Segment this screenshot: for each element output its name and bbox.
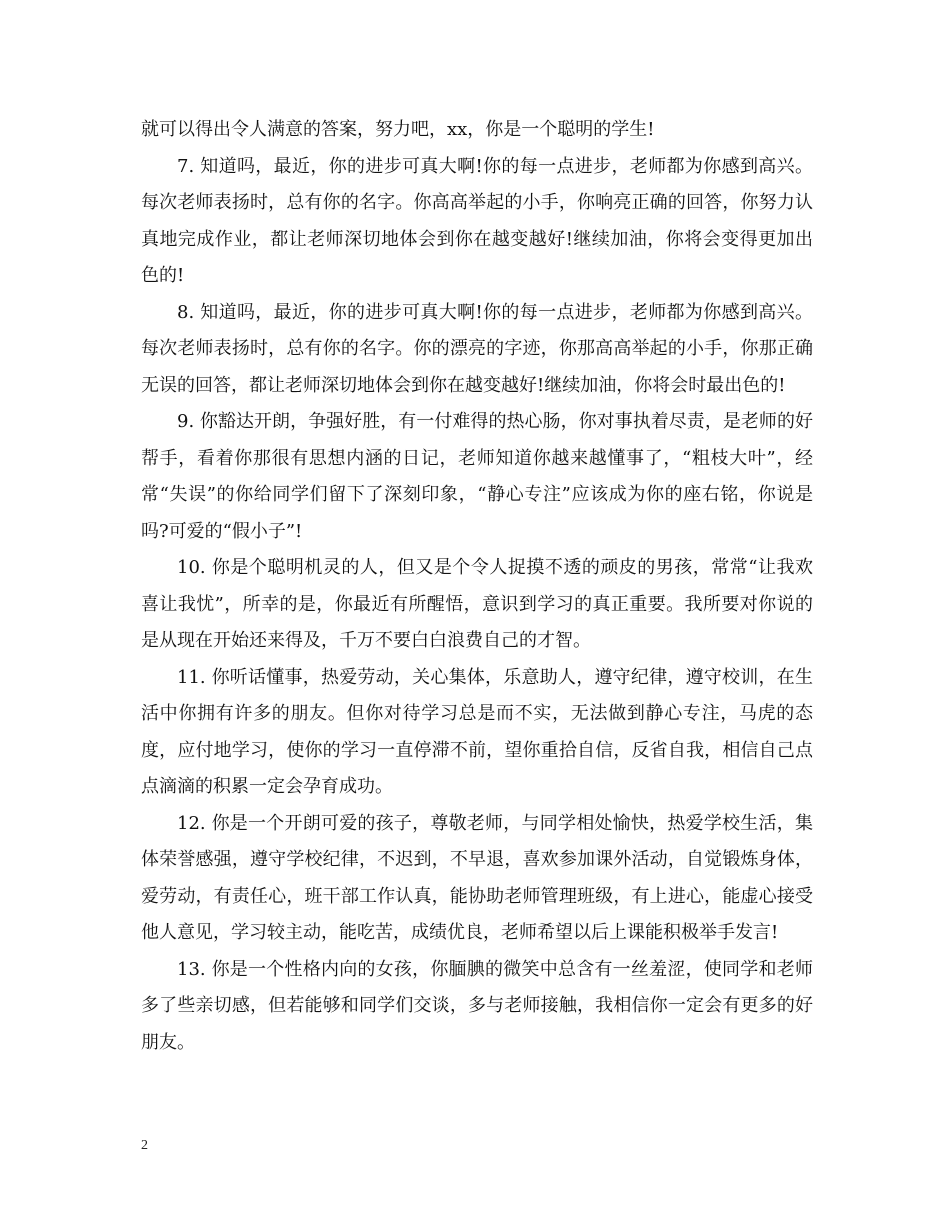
comment-11: 11. 你听话懂事，热爱劳动，关心集体，乐意助人，遵守纪律，遵守校训，在生活中你拥有许多的朋友。但你对待学习总是而不实，无法做到静心专注，马虎的态度，应付地学习，使你的学习一直停滞不前，望你重拾自信，反省自我，相信自己点点滴滴的积累一定会孕育成功。 <box>141 666 813 797</box>
comment-9: 9. 你豁达开朗，争强好胜，有一付难得的热心肠，你对事执着尽责，是老师的好帮手，看着你那很有思想内涵的日记，老师知道你越来越懂事了，“粗枝大叶”，经常“失误”的你给同学们留下了深刻印象，“静心专注”应该成为你的座右铭，你说是吗?可爱的“假小子”! <box>141 411 813 542</box>
comment-10: 10. 你是个聪明机灵的人，但又是个令人捉摸不透的顽皮的男孩，常常“让我欢喜让我忧”，所幸的是，你最近有所醒悟，意识到学习的真正重要。我所要对你说的是从现在开始还来得及，千万不要白白浪费自己的才智。 <box>141 557 813 651</box>
comment-7: 7. 知道吗，最近，你的进步可真大啊!你的每一点进步，老师都为你感到高兴。每次老师表扬时，总有你的名字。你高高举起的小手，你响亮正确的回答，你努力认真地完成作业，都让老师深切地体会到你在越变越好!继续加油，你将会变得更加出色的! <box>141 155 813 286</box>
body-text <box>141 112 813 1061</box>
comment-8: 8. 知道吗，最近，你的进步可真大啊!你的每一点进步，老师都为你感到高兴。每次老师表扬时，总有你的名字。你的漂亮的字迹，你那高高举起的小手，你那正确无误的回答，都让老师深切地体会到你在越变越好!继续加油，你将会时最出色的! <box>141 301 813 396</box>
comment-12: 12. 你是一个开朗可爱的孩子，尊敬老师，与同学相处愉快，热爱学校生活，集体荣誉感强，遵守学校纪律，不迟到，不早退，喜欢参加课外活动，自觉锻炼身体，爱劳动，有责任心，班干部工作认真，能协助老师管理班级，有上进心，能虚心接受他人意见，学习较主动，能吃苦，成绩优良，老师希望以后上课能积极举手发言! <box>141 812 813 943</box>
comment-13: 13. 你是一个性格内向的女孩，你腼腆的微笑中总含有一丝羞涩，使同学和老师多了些亲切感，但若能够和同学们交谈，多与老师接触，我相信你一定会有更多的好朋友。 <box>141 958 813 1053</box>
page-number: 2 <box>141 1138 148 1153</box>
paragraph-continuation: 就可以得出令人满意的答案，努力吧，xx，你是一个聪明的学生! <box>141 119 655 140</box>
